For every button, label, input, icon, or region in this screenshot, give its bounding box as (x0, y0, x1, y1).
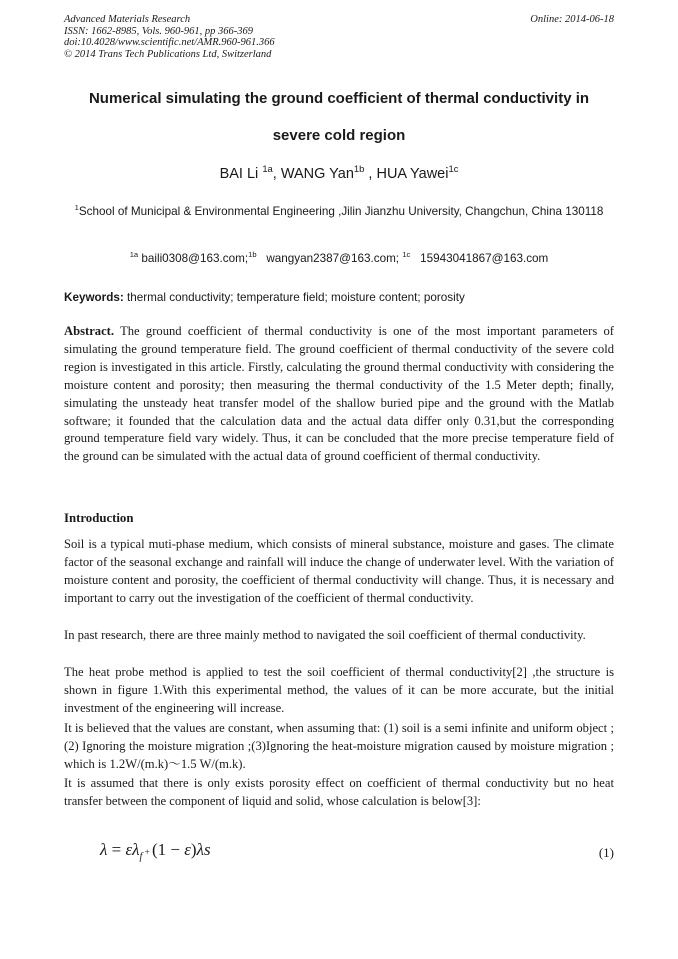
author-list (64, 163, 614, 182)
eq-paren: (1 − (151, 840, 185, 859)
abstract (64, 323, 614, 466)
affiliation-text: School of Municipal & Environmental Engineering ,Jilin Jianzhu University, Changchun, China 130118 (78, 205, 604, 218)
paper-title-line-1: Numerical simulating the ground coefficient of thermal conductivity in (88, 90, 590, 107)
author-2-sup: 1b (353, 163, 365, 175)
journal-doi: doi:10.4028/www.scientific.net/AMR.960-961.366 (64, 37, 275, 49)
intro-paragraph-4: It is believed that the values are constant, when assuming that: (1) soil is a semi infinite and uniform object ;(2) Ignoring the moisture migration ;(3)Ignoring the heat-moisture migration caused by moisture migration ; which is 1.2W/(m.k)～1.5 W/(m.k). (64, 721, 614, 771)
author-3: HUA Yawei (376, 166, 449, 182)
email-3: 15943041867@163.com (420, 252, 549, 265)
eq-epsilon: ε (125, 840, 133, 859)
intro-paragraph-3: The heat probe method is applied to test the soil coefficient of thermal conductivity[2] ,the structure is shown in figure 1.With this experimental method, the values of it can be more accurate, but the initial investment of the engineering will increase. (64, 665, 614, 715)
equation-1 (100, 840, 211, 863)
journal-copyright: © 2014 Trans Tech Publications Ltd, Switzerland (64, 48, 272, 60)
author-2: WANG Yan (280, 166, 354, 182)
journal-issn: ISSN: 1662-8985, Vols. 960-961, pp 366-369 (64, 25, 253, 37)
eq-close: ) (190, 840, 197, 859)
eq-s: s (203, 840, 211, 859)
email-1: baili0308@163.com; (141, 252, 249, 265)
email-2: wangyan2387@163.com; (266, 252, 400, 265)
affiliation-sup: 1 (74, 203, 79, 213)
author-3-sup: 1c (448, 163, 459, 175)
keywords-label: Keywords: (64, 291, 124, 304)
journal-meta (64, 14, 275, 60)
keywords-text: thermal conductivity; temperature field; moisture content; porosity (127, 291, 465, 304)
author-1-sup: 1a (262, 163, 273, 175)
author-sep: , (364, 166, 377, 182)
paper-title-line-2: severe cold region (272, 127, 406, 144)
eq-sub-f: f (139, 851, 143, 863)
online-date: Online: 2014-06-18 (530, 14, 614, 25)
journal-name: Advanced Materials Research (64, 14, 191, 25)
abstract-label: Abstract. (64, 324, 115, 338)
eq-lambda: λ (100, 840, 108, 859)
eq-epsilon-2: ε (184, 840, 191, 859)
section-heading-introduction: Introduction (64, 511, 134, 525)
author-sep: , (272, 166, 281, 182)
email-2-sup: 1b (248, 250, 257, 260)
intro-paragraph-1: Soil is a typical muti-phase medium, which consists of mineral substance, moisture and gases. The climate factor of the seasonal exchange and rainfall will induce the change of underwater level. With the variation of moisture content and porosity, the coefficient of thermal conductivity will change. Thus, it is necessary and important to carry out the investigation of the coefficient of thermal conductivity. (64, 537, 614, 605)
email-list (64, 252, 614, 265)
email-3-sup: 1c (402, 250, 411, 260)
abstract-text: The ground coefficient of thermal conductivity is one of the most important parameters of simulating the ground temperature field. The ground coefficient of thermal conductivity of the severe cold region is investigated in this article. Firstly, calculating the ground thermal conductivity with considering the moisture content and porosity; then measuring the thermal conductivity of the 1.5 Meter depth; finally, simulating the unsteady heat transfer model of the shallow buried pipe and the ground with the Matlab software; it founded that the calculation data and the actual data differ only 0.31,but the corresponding ground temperature field vary widely. Thus, it can be concluded that the more precise temperature field of the ground can be simulated with the actual data of ground coefficient of thermal conductivity. (64, 324, 615, 464)
eq-lambda-s: λ (196, 840, 204, 859)
author-1: BAI Li (219, 166, 263, 182)
eq-plus: + (142, 847, 152, 857)
eq-lambda-f: λ (132, 840, 140, 859)
affiliation (64, 203, 614, 220)
eq-equals: = (107, 840, 126, 859)
intro-paragraph-5: It is assumed that there is only exists porosity effect on coefficient of thermal conductivity but no heat transfer between the component of liquid and solid, whose calculation is below[3]: (64, 776, 614, 808)
equation-number: (1) (598, 845, 614, 860)
intro-paragraph-2: In past research, there are three mainly method to navigated the soil coefficient of thermal conductivity. (64, 628, 586, 642)
email-1-sup: 1a (129, 250, 139, 260)
keywords (64, 291, 614, 304)
